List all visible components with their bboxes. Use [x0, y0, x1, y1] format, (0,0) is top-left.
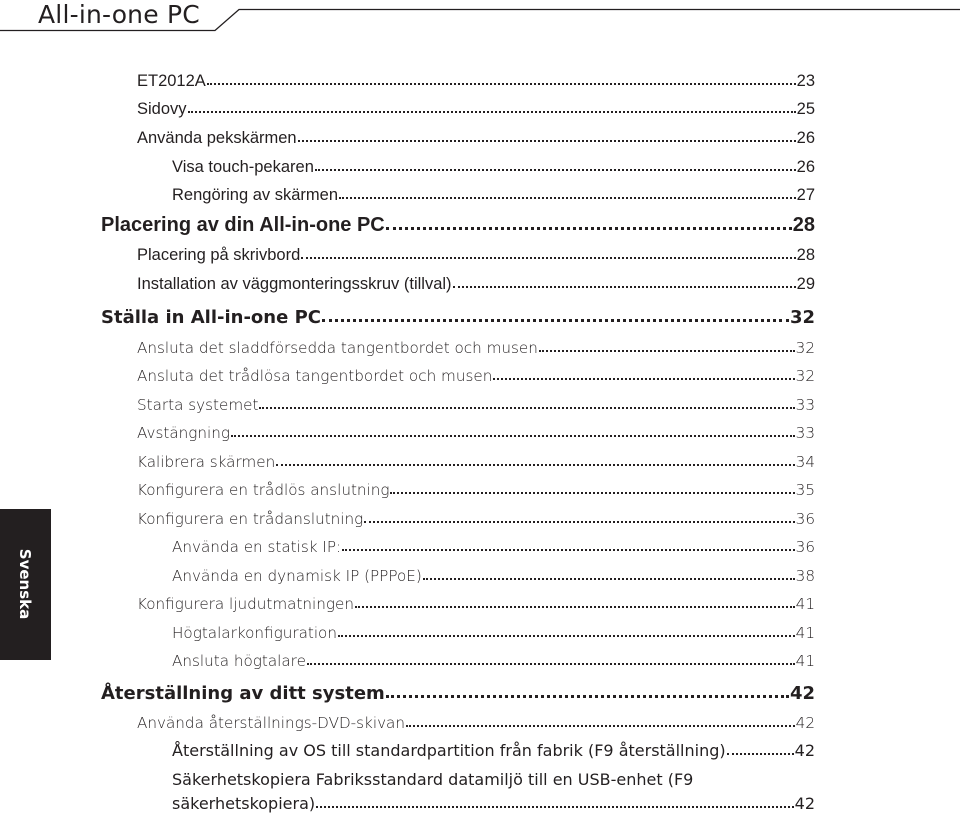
toc-entry-title: Konfigurera en trådanslutning	[137, 510, 364, 528]
dot-leader	[339, 197, 796, 199]
toc-entry[interactable]	[172, 186, 815, 205]
dot-leader	[406, 725, 795, 727]
toc-chapter-page: 42	[789, 683, 815, 704]
dot-leader	[316, 806, 794, 808]
dot-leader	[338, 635, 795, 637]
toc-entry-page: 36	[795, 510, 815, 528]
toc-entry-title-line1: Säkerhetskopiera Fabriksstandard datamiljö till en USB-enhet (F9	[172, 770, 694, 789]
toc-chapter-title: Placering av din All-in-one PC	[101, 214, 385, 236]
toc-entry-page: 23	[796, 72, 815, 90]
toc-entry-title: Återställning av OS till standardpartition från fabrik (F9 återställning)	[172, 741, 726, 760]
toc-entry-title: Starta systemet	[137, 396, 259, 414]
dot-leader	[301, 257, 795, 259]
toc-entry-title: Ansluta högtalare	[172, 652, 306, 670]
toc-entry-page: 36	[795, 538, 815, 556]
toc-entry[interactable]	[172, 158, 815, 177]
dot-leader	[539, 350, 795, 352]
dot-leader	[207, 83, 796, 85]
toc-entry-title: Använda återställnings-DVD-skivan	[137, 714, 405, 732]
toc-entry[interactable]	[137, 453, 815, 471]
toc-entry-page: 35	[795, 481, 815, 499]
toc-entry[interactable]	[172, 741, 815, 760]
dot-leader	[315, 169, 796, 171]
toc-entry[interactable]	[137, 396, 815, 414]
toc-entry-page: 42	[795, 714, 815, 732]
toc-entry[interactable]	[172, 538, 815, 556]
toc-entry[interactable]	[137, 510, 815, 528]
dot-leader	[386, 695, 789, 698]
toc-entry-page: 26	[796, 158, 815, 176]
dot-leader	[259, 407, 794, 409]
toc-entry-page: 33	[795, 396, 815, 414]
toc-entry[interactable]	[137, 714, 815, 732]
language-tab-label: Svenska	[16, 548, 34, 620]
dot-leader	[276, 464, 794, 466]
toc-entry-page: 33	[795, 424, 815, 442]
toc-entry-title: Visa touch-pekaren	[172, 158, 314, 176]
dot-leader	[355, 606, 795, 608]
toc-entry-title: Rengöring av skärmen	[172, 186, 338, 204]
toc-entry[interactable]	[137, 129, 815, 148]
toc-chapter[interactable]	[101, 214, 815, 237]
toc-entry-title: Konfigurera en trådlös anslutning	[137, 481, 390, 499]
toc-chapter-page: 28	[792, 214, 815, 236]
toc-entry-page: 32	[795, 339, 815, 357]
toc-entry[interactable]	[137, 246, 815, 265]
toc-entry[interactable]	[137, 339, 815, 357]
toc-chapter-title: Ställa in All-in-one PC	[101, 307, 321, 328]
toc-entry[interactable]	[137, 424, 815, 442]
toc-entry-title: Avstängning	[137, 424, 230, 442]
toc-entry[interactable]	[137, 275, 815, 294]
toc-entry[interactable]	[137, 595, 815, 613]
toc-entry-page: 32	[795, 367, 815, 385]
toc-entry-title: Placering på skrivbord	[137, 246, 301, 264]
toc-entry-page: 29	[796, 275, 815, 293]
toc-entry-title: Installation av väggmonteringsskruv (tillval)	[137, 275, 452, 293]
toc-chapter-page: 32	[789, 307, 815, 328]
toc-entry-page: 25	[796, 100, 815, 118]
toc-entry[interactable]	[137, 481, 815, 499]
toc-entry-title: ET2012A	[137, 72, 206, 90]
toc-entry-title: Använda en statisk IP:	[172, 538, 342, 556]
dot-leader	[727, 753, 794, 755]
dot-leader	[386, 227, 792, 230]
toc-chapter[interactable]	[101, 307, 815, 328]
dot-leader	[453, 286, 796, 288]
toc-entry-title: Kalibrera skärmen	[137, 453, 276, 471]
dot-leader	[307, 663, 795, 665]
page-title: All-in-one PC	[38, 0, 200, 29]
dot-leader	[493, 378, 794, 380]
toc-entry-title: Använda en dynamisk IP (PPPoE)	[172, 567, 422, 585]
dot-leader	[342, 549, 795, 551]
toc-entry[interactable]	[172, 567, 815, 585]
toc-entry-title-line2: säkerhetskopiera)	[172, 794, 316, 813]
toc-entry[interactable]	[172, 624, 815, 642]
toc-entry-line2	[172, 794, 815, 813]
toc-entry-page: 28	[796, 246, 815, 264]
toc-entry-title: Använda pekskärmen	[137, 129, 297, 147]
toc-entry-title: Konfigurera ljudutmatningen	[137, 595, 354, 613]
dot-leader	[298, 140, 796, 142]
dot-leader	[364, 521, 794, 523]
toc-entry[interactable]	[172, 652, 815, 670]
toc-entry-page: 38	[795, 567, 815, 585]
toc-entry-page: 41	[795, 595, 815, 613]
dot-leader	[322, 319, 789, 322]
toc-entry-title: Sidovy	[137, 100, 187, 118]
toc-entry-page: 42	[794, 741, 815, 760]
toc-entry-title: Högtalarkonfiguration	[172, 624, 337, 642]
toc-chapter-title: Återställning av ditt system	[101, 683, 385, 704]
toc-entry-page: 42	[794, 794, 815, 813]
toc-entry-page: 26	[796, 129, 815, 147]
toc-entry[interactable]	[137, 367, 815, 385]
toc-entry-page: 41	[795, 624, 815, 642]
toc-entry[interactable]	[137, 72, 815, 91]
dot-leader	[390, 492, 794, 494]
toc-entry[interactable]	[137, 100, 815, 119]
toc-entry-page: 34	[795, 453, 815, 471]
toc-entry-title: Ansluta det sladdförsedda tangentbordet och musen	[137, 339, 538, 357]
toc-entry-page: 27	[796, 186, 815, 204]
dot-leader	[231, 435, 795, 437]
dot-leader	[188, 111, 796, 113]
dot-leader	[423, 578, 795, 580]
header-rule	[0, 0, 960, 40]
toc-entry-page: 41	[795, 652, 815, 670]
toc-chapter[interactable]	[101, 683, 815, 704]
toc-entry-title: Ansluta det trådlösa tangentbordet och musen	[137, 367, 493, 385]
